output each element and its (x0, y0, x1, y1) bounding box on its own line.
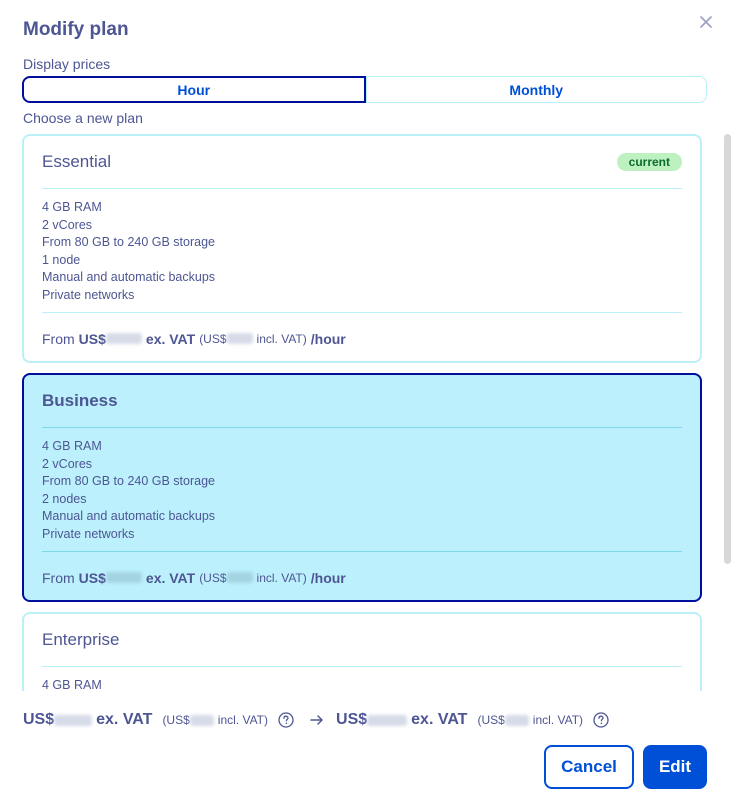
plan-header (42, 375, 682, 428)
close-icon (700, 16, 712, 28)
plan-features (42, 438, 215, 544)
current-price-currency: US$ (23, 711, 55, 728)
plan-header (42, 136, 682, 189)
redacted-price (505, 715, 529, 726)
help-icon[interactable] (593, 712, 609, 728)
price-from: From (42, 330, 75, 347)
plan-name: Essential (42, 152, 111, 171)
toggle-monthly[interactable]: Monthly (366, 76, 708, 103)
feature-item: Private networks (42, 287, 135, 302)
plans-scrollbar[interactable] (724, 134, 731, 564)
price-ex-vat: ex. VAT (145, 330, 196, 347)
arrow-right-icon (310, 713, 324, 727)
plan-card-enterprise[interactable] (22, 612, 702, 691)
feature-item: From 80 GB to 240 GB storage (42, 235, 215, 250)
new-price-currency: US$ (336, 711, 368, 728)
modal-title: Modify plan (23, 19, 129, 40)
price-incl-close: incl. VAT) (256, 331, 307, 346)
price-currency: US$ (78, 330, 106, 347)
redacted-price (54, 715, 92, 726)
price-period: /hour (310, 569, 346, 586)
new-price-ex-vat: ex. VAT (411, 711, 468, 728)
price-change-summary (23, 711, 609, 729)
redacted-price (227, 333, 253, 344)
feature-item: Private networks (42, 526, 135, 541)
current-price-incl-open: (US$ (162, 713, 190, 727)
price-period: /hour (310, 330, 346, 347)
redacted-price (106, 333, 142, 344)
plan-price (42, 312, 682, 364)
price-currency: US$ (78, 569, 106, 586)
plan-price (42, 551, 682, 603)
plan-name: Enterprise (42, 630, 120, 649)
feature-item: 4 GB RAM (42, 678, 102, 691)
feature-item: Manual and automatic backups (42, 270, 216, 285)
feature-item: 4 GB RAM (42, 200, 102, 214)
new-price-incl-close: incl. VAT) (532, 713, 584, 727)
current-badge: current (617, 153, 682, 171)
feature-item: 2 vCores (42, 217, 93, 232)
price-incl-open: (US$ (199, 570, 227, 585)
plan-name: Business (42, 391, 118, 410)
feature-item: 1 node (42, 252, 81, 267)
current-price-ex-vat: ex. VAT (96, 711, 153, 728)
price-period-toggle (22, 76, 707, 103)
plan-features (42, 677, 102, 691)
price-incl-open: (US$ (199, 331, 227, 346)
feature-item: 4 GB RAM (42, 439, 102, 453)
price-incl-close: incl. VAT) (256, 570, 307, 585)
price-from: From (42, 569, 75, 586)
redacted-price (106, 572, 142, 583)
redacted-price (367, 715, 407, 726)
plan-card-essential[interactable] (22, 134, 702, 363)
feature-item: Manual and automatic backups (42, 509, 216, 524)
plans-list[interactable] (0, 134, 731, 691)
edit-button[interactable]: Edit (643, 745, 707, 789)
choose-plan-label: Choose a new plan (23, 110, 143, 126)
close-button[interactable] (697, 13, 715, 31)
current-price-incl-close: incl. VAT) (217, 713, 269, 727)
redacted-price (227, 572, 253, 583)
price-ex-vat: ex. VAT (145, 569, 196, 586)
feature-item: 2 nodes (42, 491, 87, 506)
cancel-button[interactable]: Cancel (544, 745, 634, 789)
plan-card-business[interactable] (22, 373, 702, 602)
toggle-hour[interactable]: Hour (22, 76, 366, 103)
feature-item: 2 vCores (42, 456, 93, 471)
redacted-price (190, 715, 214, 726)
plan-features (42, 199, 215, 305)
new-price-incl-open: (US$ (477, 713, 505, 727)
help-icon[interactable] (278, 712, 294, 728)
display-prices-label: Display prices (23, 56, 111, 72)
feature-item: From 80 GB to 240 GB storage (42, 474, 215, 489)
plan-header (42, 614, 682, 667)
